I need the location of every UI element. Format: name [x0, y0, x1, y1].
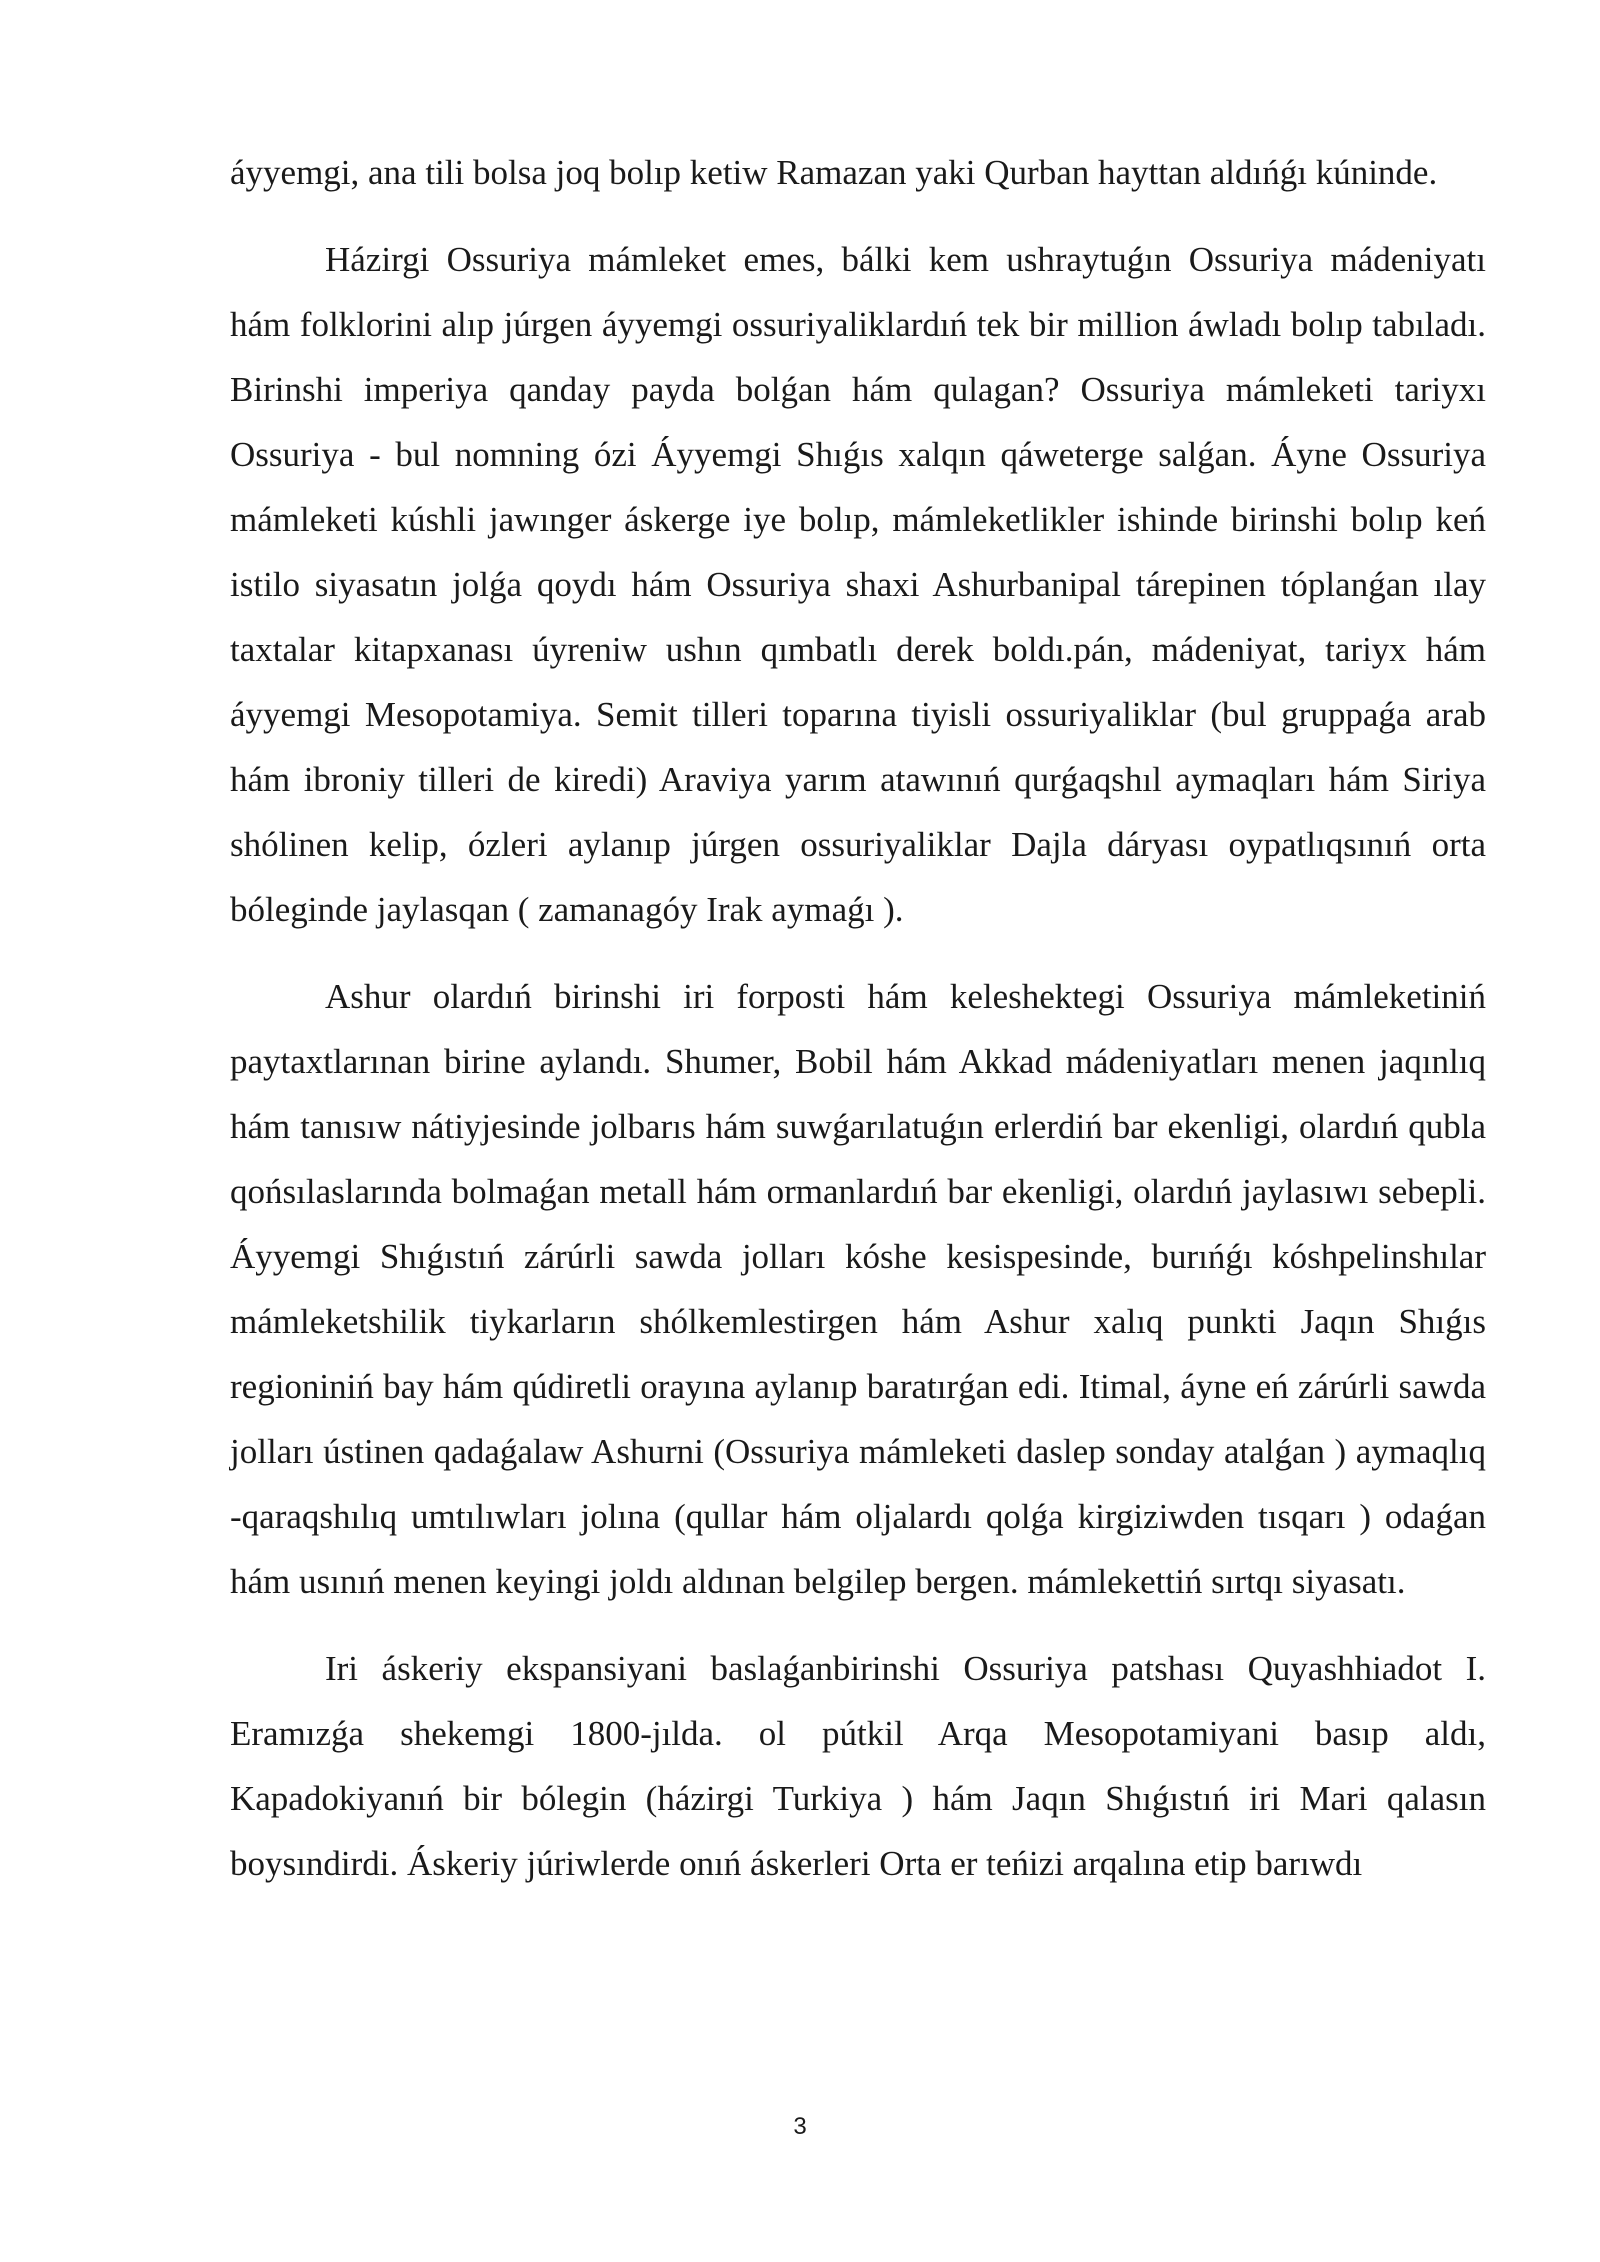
paragraph-3: Ashur olardıń birinshi iri forposti hám keleshektegi Ossuriya mámleketiniń paytaxtlarınan birine aylandı. Shumer, Bobil hám Akkad mádeniyatları menen jaqınlıq hám tanısıw nátiyjesinde jolbarıs hám suwǵarılatuǵın erlerdiń bar ekenligi, olardıń qubla qońsılaslarında bolmaǵan metall hám ormanlardıń bar ekenligi, olardıń jaylasıwı sebepli. Áyyemgi Shıǵıstıń zárúrli sawda jolları kóshe kesispesinde, burıńǵı kóshpelinshılar mámleketshilik tiykarların shólkemlestirgen hám Ashur xalıq punkti Jaqın Shıǵıs regioniniń bay hám qúdiretli orayına aylanıp baratırǵan edi. Itimal, áyne eń zárúrli sawda jolları ústinen qadaǵalaw Ashurni (Ossuriya mámleketi daslep sonday atalǵan ) aymaqlıq -qaraqshılıq umtılıwları jolına (qullar hám oljalardı qolǵa kirgiziwden tısqarı ) odaǵan hám usınıń menen keyingi joldı aldınan belgilep bergen. mámlekettiń sırtqı siyasatı. [230, 977, 1486, 1601]
paragraph-4: Iri áskeriy ekspansiyani baslaǵanbirinshi Ossuriya patshası Quyashhiadot I. Eramızǵa shekemgi 1800-jılda. ol pútkil Arqa Mesopotamiyani basıp aldı, Kapadokiyanıń bir bólegin (házirgi Turkiya ) hám Jaqın Shıǵıstıń iri Mari qalasın boysındirdi. Áskeriy júriwlerde onıń áskerleri Orta er teńizi arqalına etip barıwdı [230, 1649, 1486, 1883]
body-text [230, 140, 1486, 1918]
paragraph-2: Házirgi Ossuriya mámleket emes, bálki kem ushraytuǵın Ossuriya mádeniyatı hám folklorini alıp júrgen áyyemgi ossuriyaliklardıń tek bir million áwladı bolıp tabıladı. Birinshi imperiya qanday payda bolǵan hám qulagan? Ossuriya mámleketi tariyxı Ossuriya - bul nomning ózi Áyyemgi Shıǵıs xalqın qáweterge salǵan. Áyne Ossuriya mámleketi kúshli jawınger áskerge iye bolıp, mámleketlikler ishinde birinshi bolıp keń istilo siyasatın jolǵa qoydı hám Ossuriya shaxi Ashurbanipal tárepinen tóplanǵan ılay taxtalar kitapxanası úyreniw ushın qımbatlı derek boldı.pán, mádeniyat, tariyx hám áyyemgi Mesopotamiya. Semit tilleri toparına tiyisli ossuriyaliklar (bul gruppaǵa arab hám ibroniy tilleri de kiredi) Araviya yarım atawınıń qurǵaqshıl aymaqları hám Siriya shólinen kelip, ózleri aylanıp júrgen ossuriyaliklar Dajla dáryası oypatlıqsınıń orta bóleginde jaylasqan ( zamanagóy Irak aymaǵı ). [230, 240, 1486, 929]
page-number: 3 [793, 2113, 807, 2140]
paragraph-1: áyyemgi, ana tili bolsa joq bolıp ketiw Ramazan yaki Qurban hayttan aldıńǵı kúninde. [230, 153, 1438, 192]
